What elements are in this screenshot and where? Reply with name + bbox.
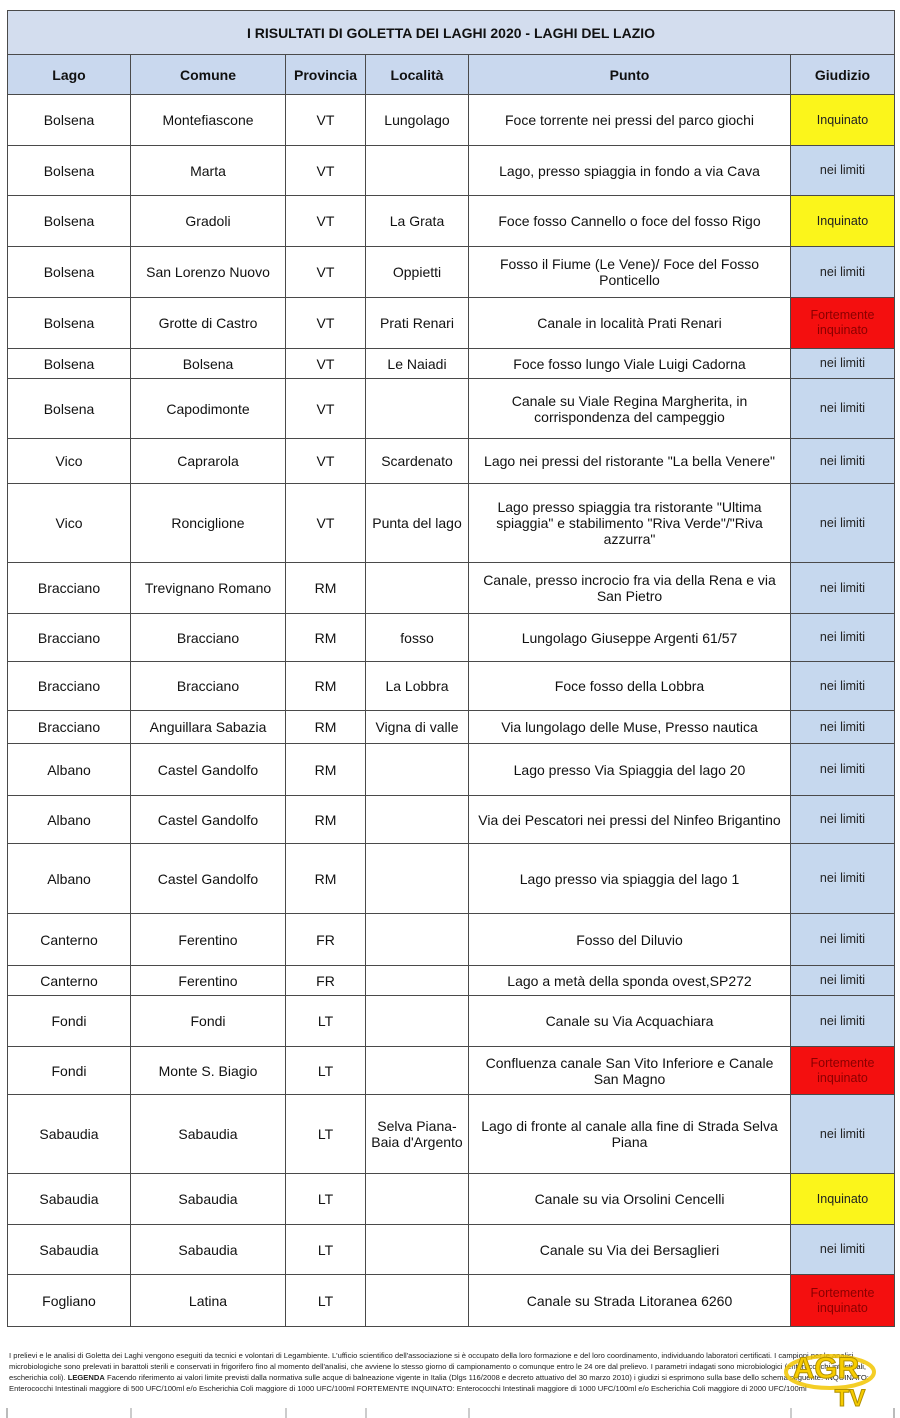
cell-comune: Ferentino	[131, 966, 286, 996]
cell-lago: Canterno	[8, 914, 131, 966]
cell-localita	[366, 1174, 469, 1225]
cell-localita: Lungolago	[366, 95, 469, 146]
cell-provincia: VT	[286, 349, 366, 379]
cell-punto: Via dei Pescatori nei pressi del Ninfeo Brigantino	[469, 796, 791, 844]
cell-provincia: FR	[286, 966, 366, 996]
cell-provincia: RM	[286, 563, 366, 614]
cell-comune: Sabaudia	[131, 1174, 286, 1225]
cell-localita	[366, 744, 469, 796]
table-row	[8, 1275, 895, 1327]
cell-comune: Capodimonte	[131, 379, 286, 439]
cell-provincia: RM	[286, 796, 366, 844]
cell-provincia: RM	[286, 662, 366, 711]
cell-lago: Bolsena	[8, 349, 131, 379]
cell-comune: Ferentino	[131, 914, 286, 966]
cell-giudizio: nei limiti	[791, 1225, 895, 1275]
cell-comune: Castel Gandolfo	[131, 744, 286, 796]
table-row	[8, 966, 895, 996]
cell-localita	[366, 966, 469, 996]
cell-punto: Lago, presso spiaggia in fondo a via Cava	[469, 146, 791, 196]
cell-localita	[366, 796, 469, 844]
table-row	[8, 379, 895, 439]
cell-giudizio: nei limiti	[791, 662, 895, 711]
cell-comune: Grotte di Castro	[131, 298, 286, 349]
table-row	[8, 914, 895, 966]
cell-giudizio: nei limiti	[791, 563, 895, 614]
cell-comune: Bolsena	[131, 349, 286, 379]
cell-localita: Scardenato	[366, 439, 469, 484]
cell-punto: Canale in località Prati Renari	[469, 298, 791, 349]
cell-giudizio: Inquinato	[791, 1174, 895, 1225]
table-row	[8, 844, 895, 914]
cell-provincia: RM	[286, 711, 366, 744]
cell-provincia: VT	[286, 146, 366, 196]
cell-localita	[366, 996, 469, 1047]
table-row	[8, 744, 895, 796]
cell-lago: Fogliano	[8, 1275, 131, 1327]
cell-lago: Bracciano	[8, 614, 131, 662]
header-row	[8, 55, 895, 95]
cell-localita: Oppietti	[366, 247, 469, 298]
cell-lago: Albano	[8, 796, 131, 844]
cell-lago: Bolsena	[8, 196, 131, 247]
cell-punto: Lago presso via spiaggia del lago 1	[469, 844, 791, 914]
cell-comune: Monte S. Biagio	[131, 1047, 286, 1095]
cell-lago: Bracciano	[8, 662, 131, 711]
cell-localita	[366, 1275, 469, 1327]
cell-comune: Anguillara Sabazia	[131, 711, 286, 744]
col-header-lago: Lago	[8, 55, 131, 95]
table-row	[8, 196, 895, 247]
agr-tv-logo	[770, 1342, 882, 1412]
cell-localita: Le Naiadi	[366, 349, 469, 379]
cell-comune: Montefiascone	[131, 95, 286, 146]
cell-comune: Marta	[131, 146, 286, 196]
table-row	[8, 996, 895, 1047]
cell-lago: Sabaudia	[8, 1174, 131, 1225]
cell-lago: Canterno	[8, 966, 131, 996]
cell-punto: Lago presso Via Spiaggia del lago 20	[469, 744, 791, 796]
cell-provincia: VT	[286, 95, 366, 146]
cell-punto: Foce torrente nei pressi del parco giochi	[469, 95, 791, 146]
cell-provincia: LT	[286, 1174, 366, 1225]
footnote-text-1: I prelievi e le analisi di Goletta dei Laghi vengono eseguiti da tecnici e volontari di Legambiente. L'ufficio scientifico dell'associazione si è occupato della loro formazione e del loro coordinamento, individuando laboratori certificati. I campioni per le analisi microbiologiche sono prelevati in barattoli sterili e conservati in frigorifero fino al momento dell'analisi, che avviene lo stesso giorno di campionamento o comunque entro le 24 ore dal prelievo. I parametri indagati sono microbiologici (enterococchi intestinali, escherichia coli).	[9, 1351, 867, 1382]
cell-localita: La Lobbra	[366, 662, 469, 711]
cell-giudizio: nei limiti	[791, 996, 895, 1047]
table-row	[8, 349, 895, 379]
cell-giudizio: nei limiti	[791, 711, 895, 744]
col-header-provincia: Provincia	[286, 55, 366, 95]
table-row	[8, 95, 895, 146]
cell-localita	[366, 1047, 469, 1095]
table-row	[8, 298, 895, 349]
cell-comune: Fondi	[131, 996, 286, 1047]
cell-localita	[366, 1225, 469, 1275]
cell-lago: Bolsena	[8, 379, 131, 439]
cell-giudizio: nei limiti	[791, 914, 895, 966]
cell-provincia: LT	[286, 1047, 366, 1095]
cell-localita	[366, 563, 469, 614]
col-header-localita: Località	[366, 55, 469, 95]
table-row	[8, 711, 895, 744]
cell-comune: Sabaudia	[131, 1225, 286, 1275]
cell-lago: Bolsena	[8, 298, 131, 349]
cell-localita: fosso	[366, 614, 469, 662]
cell-provincia: RM	[286, 844, 366, 914]
cell-comune: Gradoli	[131, 196, 286, 247]
cell-giudizio: Fortemente inquinato	[791, 1275, 895, 1327]
cell-giudizio: nei limiti	[791, 796, 895, 844]
cell-punto: Confluenza canale San Vito Inferiore e Canale San Magno	[469, 1047, 791, 1095]
cell-lago: Albano	[8, 844, 131, 914]
cell-lago: Albano	[8, 744, 131, 796]
cell-localita	[366, 379, 469, 439]
table-row	[8, 1174, 895, 1225]
cell-comune: Sabaudia	[131, 1095, 286, 1174]
col-header-punto: Punto	[469, 55, 791, 95]
cell-punto: Fosso del Diluvio	[469, 914, 791, 966]
cell-giudizio: nei limiti	[791, 247, 895, 298]
cell-punto: Canale, presso incrocio fra via della Rena e via San Pietro	[469, 563, 791, 614]
cell-lago: Bolsena	[8, 146, 131, 196]
cell-punto: Canale su Via dei Bersaglieri	[469, 1225, 791, 1275]
cell-giudizio: nei limiti	[791, 439, 895, 484]
cell-provincia: VT	[286, 379, 366, 439]
cell-localita	[366, 146, 469, 196]
table-row	[8, 614, 895, 662]
cell-lago: Vico	[8, 484, 131, 563]
cell-comune: Castel Gandolfo	[131, 844, 286, 914]
cell-lago: Fondi	[8, 1047, 131, 1095]
cell-giudizio: nei limiti	[791, 966, 895, 996]
cell-localita: Punta del lago	[366, 484, 469, 563]
cell-comune: Latina	[131, 1275, 286, 1327]
cell-provincia: RM	[286, 614, 366, 662]
cell-comune: Trevignano Romano	[131, 563, 286, 614]
col-header-giudizio: Giudizio	[791, 55, 895, 95]
cell-provincia: LT	[286, 1275, 366, 1327]
cell-lago: Fondi	[8, 996, 131, 1047]
logo-sub-text: TV	[834, 1385, 866, 1412]
cell-provincia: VT	[286, 196, 366, 247]
cell-lago: Sabaudia	[8, 1095, 131, 1174]
table-row	[8, 563, 895, 614]
table-row	[8, 484, 895, 563]
cell-giudizio: Inquinato	[791, 196, 895, 247]
cell-punto: Lungolago Giuseppe Argenti 61/57	[469, 614, 791, 662]
table-row	[8, 247, 895, 298]
cell-lago: Bracciano	[8, 711, 131, 744]
cell-provincia: FR	[286, 914, 366, 966]
table-row	[8, 662, 895, 711]
cell-provincia: VT	[286, 439, 366, 484]
cell-lago: Sabaudia	[8, 1225, 131, 1275]
col-header-comune: Comune	[131, 55, 286, 95]
cell-giudizio: nei limiti	[791, 844, 895, 914]
table-row	[8, 796, 895, 844]
table-row	[8, 1225, 895, 1275]
footnote-legend-label: LEGENDA	[67, 1373, 105, 1382]
table-row	[8, 1047, 895, 1095]
table-row	[8, 439, 895, 484]
footnote-text-2: Facendo riferimento ai valori limite previsti dalla normativa sulle acque di balneazione vigente in Italia (Dlgs 116/2008 e decreto attuativo del 30 marzo 2010) i giudizi si esprimono sulla base dello schema seguente: INQUINATO: Enterococchi Intestinali maggiore di 500 UFC/100ml e/o Escherichia Coli maggiore di 1000 UFC/100ml FORTEMENTE INQUINATO: Enterococchi Intestinali maggiore di 1000 UFC/100ml e/o Escherichia Coli maggiore di 2000 UFC/100ml	[9, 1373, 869, 1393]
cell-provincia: VT	[286, 298, 366, 349]
cell-punto: Canale su Strada Litoranea 6260	[469, 1275, 791, 1327]
cell-provincia: LT	[286, 1095, 366, 1174]
cell-comune: Bracciano	[131, 614, 286, 662]
cell-lago: Bracciano	[8, 563, 131, 614]
cell-lago: Bolsena	[8, 247, 131, 298]
cell-punto: Lago presso spiaggia tra ristorante "Ultima spiaggia" e stabilimento "Riva Verde"/"Riva azzurra"	[469, 484, 791, 563]
cell-provincia: LT	[286, 1225, 366, 1275]
cell-comune: Castel Gandolfo	[131, 796, 286, 844]
sheet-bottom-edge	[0, 1407, 900, 1418]
cell-comune: Ronciglione	[131, 484, 286, 563]
cell-localita: Vigna di valle	[366, 711, 469, 744]
cell-giudizio: nei limiti	[791, 614, 895, 662]
logo-text: AGR	[792, 1352, 860, 1385]
results-sheet	[7, 10, 894, 1327]
title-row	[8, 11, 895, 55]
cell-punto: Lago di fronte al canale alla fine di Strada Selva Piana	[469, 1095, 791, 1174]
cell-localita	[366, 914, 469, 966]
cell-localita: La Grata	[366, 196, 469, 247]
cell-comune: San Lorenzo Nuovo	[131, 247, 286, 298]
cell-provincia: VT	[286, 247, 366, 298]
table-row	[8, 146, 895, 196]
cell-giudizio: nei limiti	[791, 379, 895, 439]
cell-localita	[366, 844, 469, 914]
cell-giudizio: nei limiti	[791, 1095, 895, 1174]
cell-punto: Foce fosso lungo Viale Luigi Cadorna	[469, 349, 791, 379]
cell-punto: Foce fosso Cannello o foce del fosso Rigo	[469, 196, 791, 247]
cell-localita: Selva Piana-Baia d'Argento	[366, 1095, 469, 1174]
cell-lago: Vico	[8, 439, 131, 484]
footnote	[9, 1350, 893, 1394]
cell-giudizio: Fortemente inquinato	[791, 298, 895, 349]
cell-giudizio: nei limiti	[791, 349, 895, 379]
cell-giudizio: Fortemente inquinato	[791, 1047, 895, 1095]
table-title: I RISULTATI DI GOLETTA DEI LAGHI 2020 - LAGHI DEL LAZIO	[8, 11, 895, 55]
cell-giudizio: nei limiti	[791, 146, 895, 196]
cell-giudizio: nei limiti	[791, 484, 895, 563]
cell-provincia: LT	[286, 996, 366, 1047]
cell-comune: Bracciano	[131, 662, 286, 711]
cell-provincia: VT	[286, 484, 366, 563]
cell-giudizio: nei limiti	[791, 744, 895, 796]
cell-punto: Canale su via Orsolini Cencelli	[469, 1174, 791, 1225]
cell-punto: Via lungolago delle Muse, Presso nautica	[469, 711, 791, 744]
cell-comune: Caprarola	[131, 439, 286, 484]
results-table	[7, 10, 895, 1327]
cell-punto: Lago a metà della sponda ovest,SP272	[469, 966, 791, 996]
cell-lago: Bolsena	[8, 95, 131, 146]
cell-punto: Fosso il Fiume (Le Vene)/ Foce del Fosso Ponticello	[469, 247, 791, 298]
table-row	[8, 1095, 895, 1174]
cell-punto: Lago nei pressi del ristorante "La bella Venere"	[469, 439, 791, 484]
cell-localita: Prati Renari	[366, 298, 469, 349]
cell-punto: Canale su Viale Regina Margherita, in corrispondenza del campeggio	[469, 379, 791, 439]
cell-punto: Foce fosso della Lobbra	[469, 662, 791, 711]
cell-punto: Canale su Via Acquachiara	[469, 996, 791, 1047]
cell-provincia: RM	[286, 744, 366, 796]
cell-giudizio: Inquinato	[791, 95, 895, 146]
